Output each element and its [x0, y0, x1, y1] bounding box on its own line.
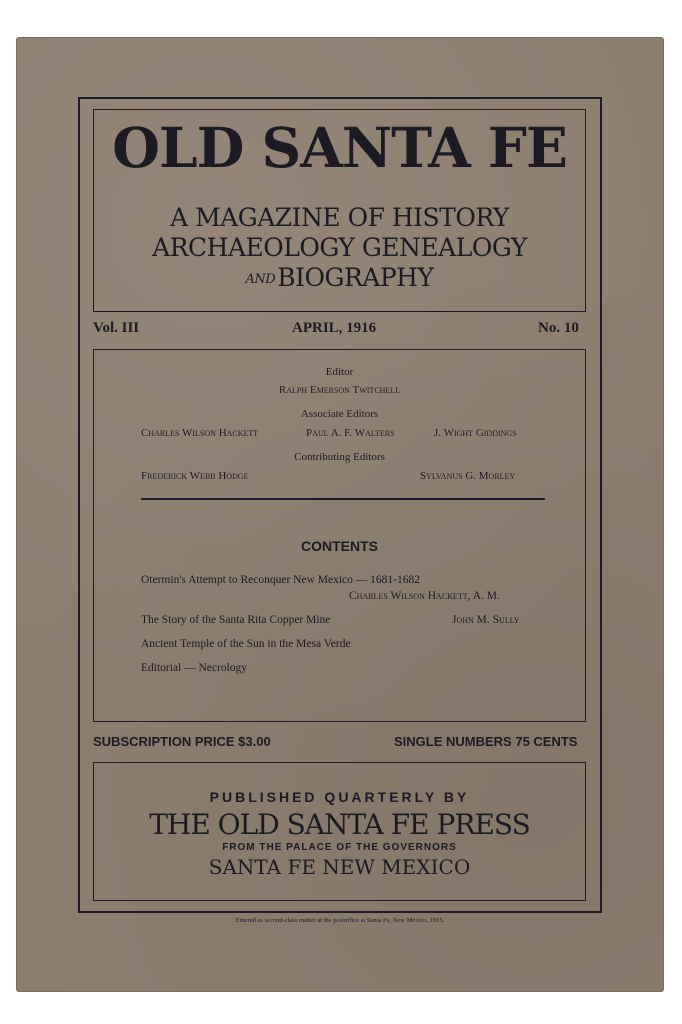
- volume-label: Vol. III: [93, 320, 140, 336]
- toc-item-title: Otermin's Attempt to Reconquer New Mexico — 1681-1682: [141, 574, 420, 586]
- publisher-location-line: FROM THE PALACE OF THE GOVERNORS: [222, 842, 457, 853]
- subtitle-line-3: [93, 263, 586, 295]
- divider-rule: [141, 498, 545, 500]
- subscription-price: SUBSCRIPTION PRICE $3.00: [93, 734, 271, 749]
- publisher-city: SANTA FE NEW MEXICO: [208, 855, 471, 879]
- contributing-editors-label: Contributing Editors: [294, 451, 385, 463]
- issue-number: No. 10: [538, 320, 579, 336]
- magazine-title: OLD SANTA FE: [112, 115, 567, 180]
- publisher-name: THE OLD SANTA FE PRESS: [149, 808, 530, 841]
- associate-editors-label: Associate Editors: [300, 408, 379, 420]
- editor-label: Editor: [325, 366, 354, 378]
- contents-heading: CONTENTS: [301, 538, 378, 554]
- toc-item-title: Editorial — Necrology: [141, 662, 248, 674]
- toc-item-title: Ancient Temple of the Sun in the Mesa Verde: [141, 638, 351, 650]
- contributing-editor-1: Frederick Webb Hodge: [141, 470, 249, 482]
- toc-item-title: The Story of the Santa Rita Copper Mine: [141, 614, 331, 626]
- single-number-price: SINGLE NUMBERS 75 CENTS: [394, 734, 578, 749]
- associate-editor-3: J. Wight Giddings: [434, 427, 517, 439]
- issue-date: APRIL, 1916: [292, 320, 377, 336]
- toc-item-author: John M. Sully: [452, 614, 520, 626]
- postal-entry-notice: Entered as second-class matter at the postoffice at Santa Fe, New Mexico, 1915.: [235, 917, 445, 924]
- toc-item-author: Charles Wilson Hackett, A. M.: [349, 590, 500, 602]
- contributing-editor-2: Sylvanus G. Morley: [420, 470, 516, 482]
- editor-name: Ralph Emerson Twitchell: [278, 384, 401, 396]
- subtitle-line-1: A MAGAZINE OF HISTORY: [170, 203, 509, 232]
- associate-editor-1: Charles Wilson Hackett: [141, 427, 259, 439]
- subtitle-biography: BIOGRAPHY: [277, 263, 434, 292]
- subtitle-line-2: ARCHAEOLOGY GENEALOGY: [152, 233, 527, 262]
- and-word: AND: [245, 271, 276, 287]
- associate-editor-2: Paul A. F. Walters: [306, 427, 395, 439]
- published-quarterly-line: PUBLISHED QUARTERLY BY: [209, 789, 470, 805]
